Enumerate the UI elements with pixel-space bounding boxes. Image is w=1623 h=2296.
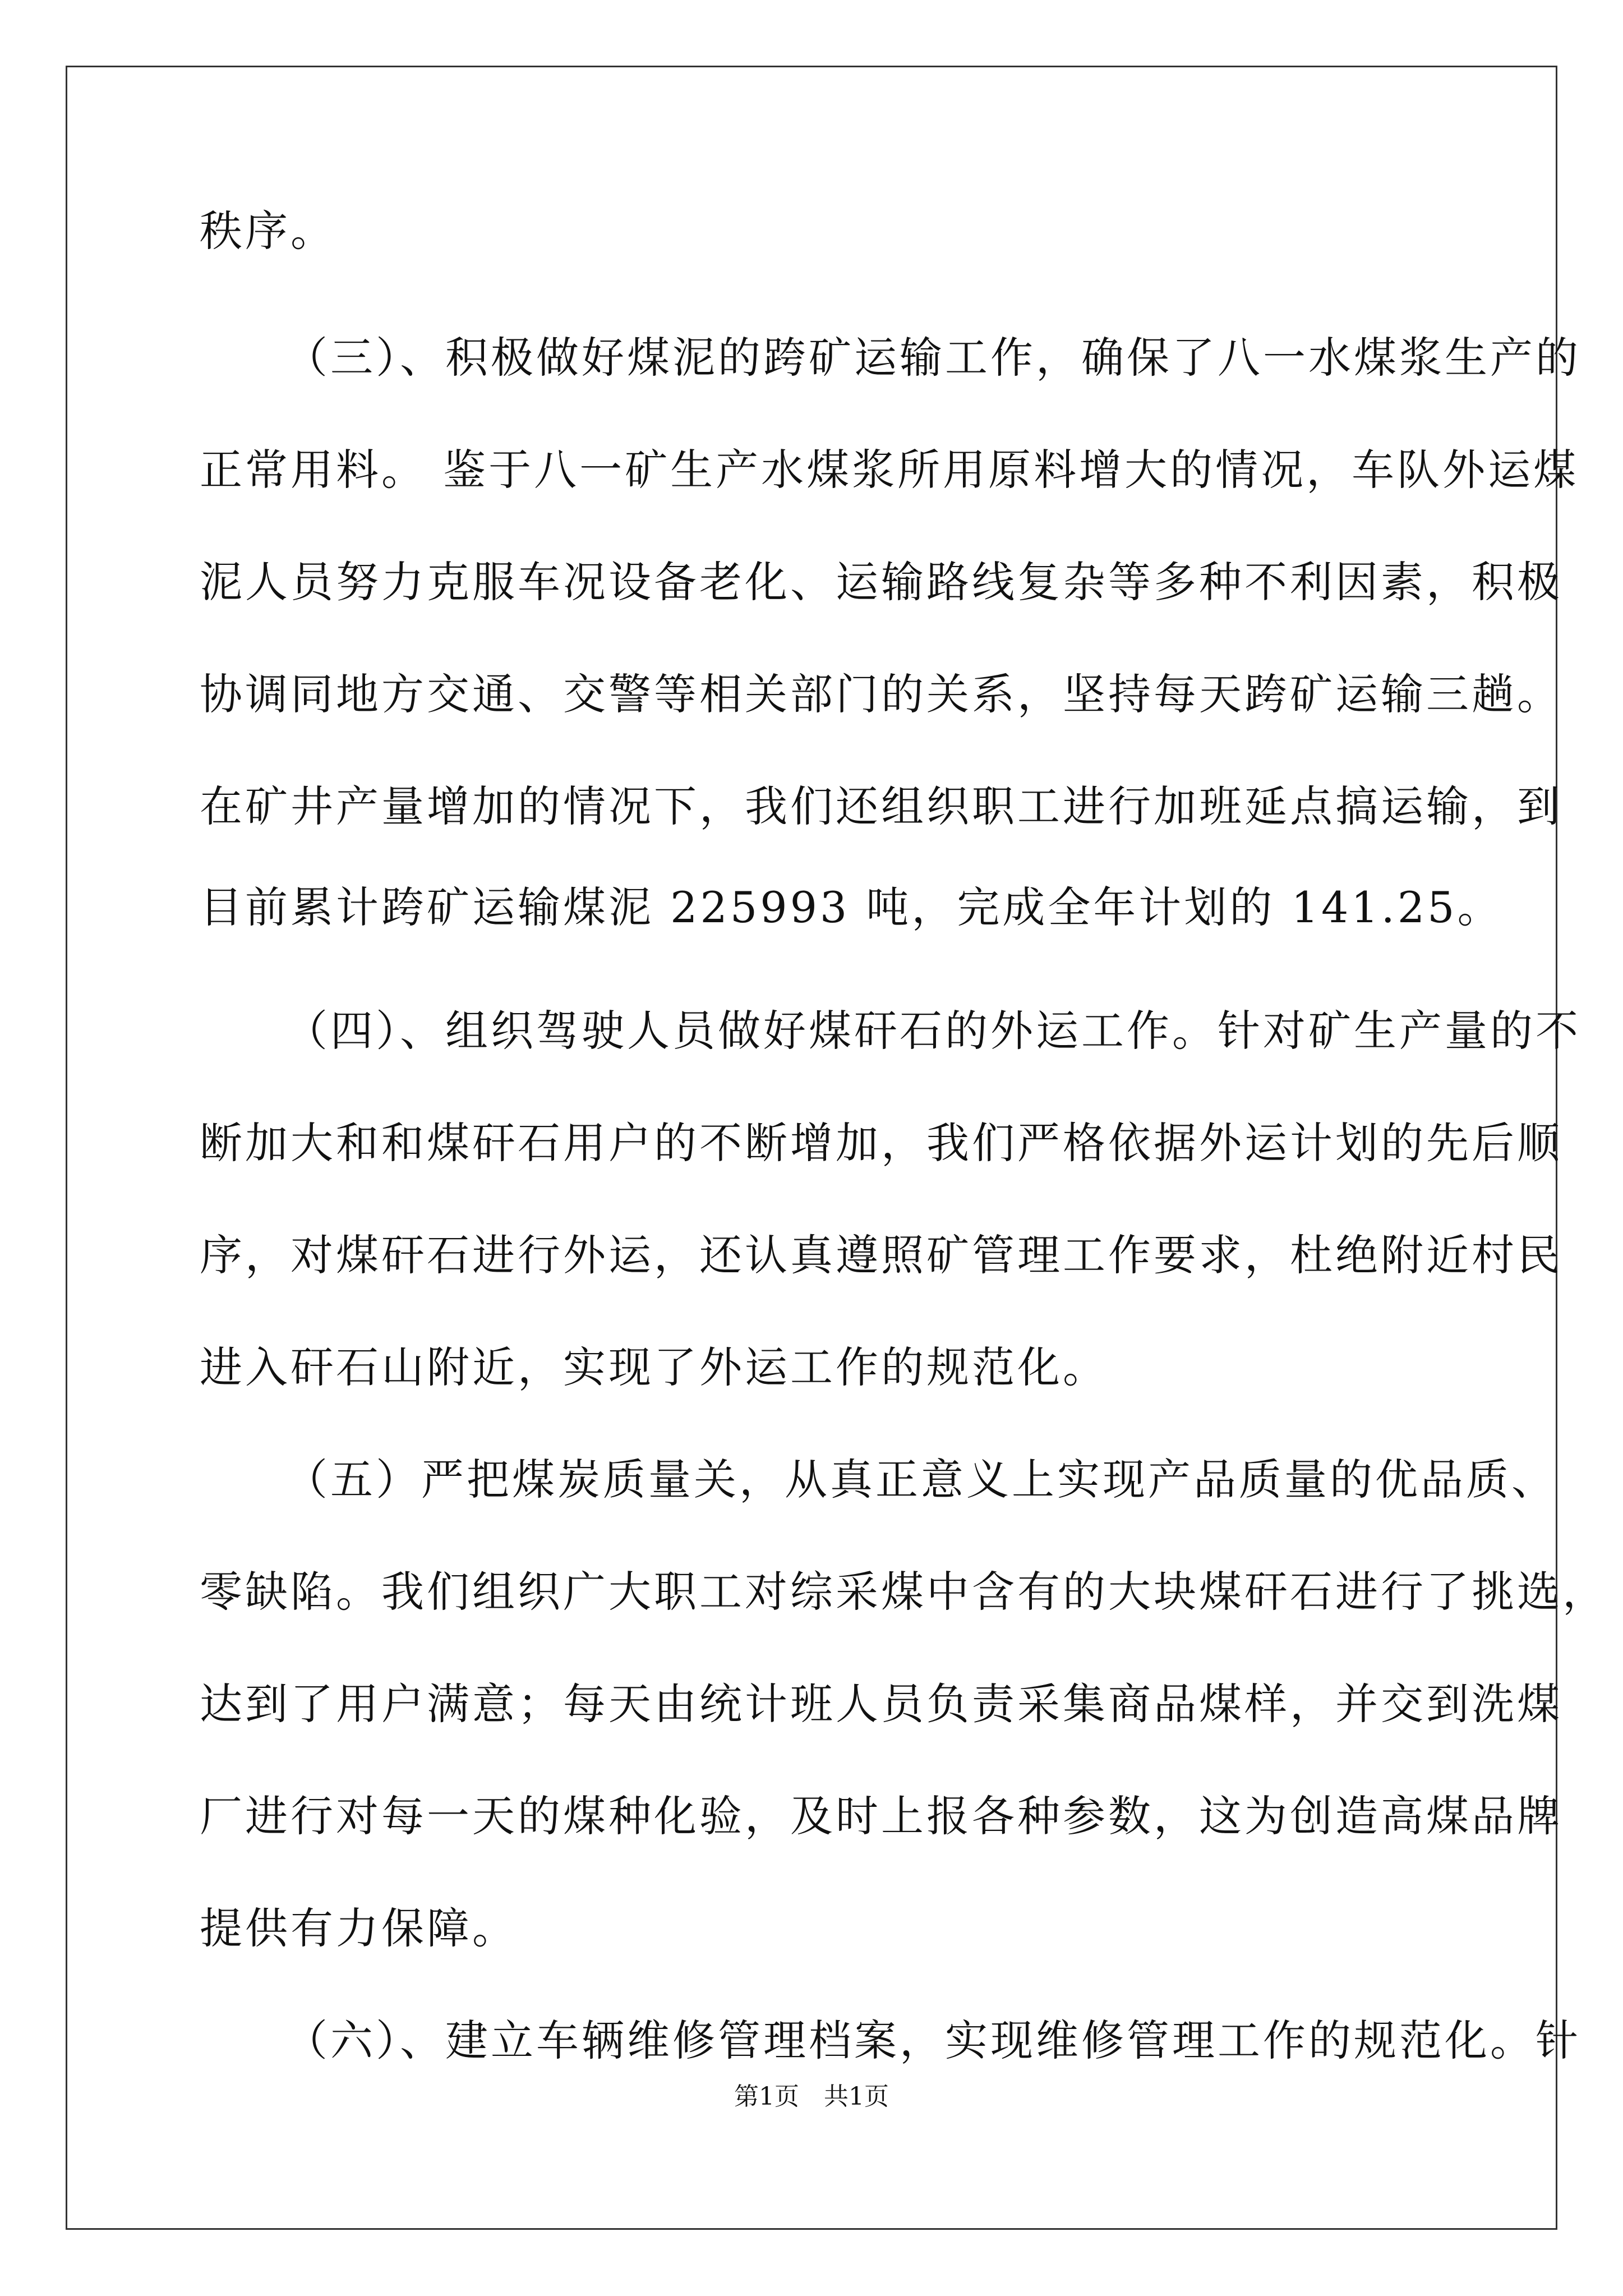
text-line: 协调同地方交通、交警等相关部门的关系，坚持每天跨矿运输三趟。 bbox=[200, 669, 1562, 719]
text-line: （五）严把煤炭质量关，从真正意义上实现产品质量的优品质、 bbox=[285, 1455, 1557, 1504]
page-footer: 第1页 共1页 bbox=[734, 2082, 889, 2111]
text-line: （六）、建立车辆维修管理档案，实现维修管理工作的规范化。针 bbox=[285, 2016, 1581, 2065]
text-line: 零缺陷。我们组织广大职工对综采煤中含有的大块煤矸石进行了挑选， bbox=[200, 1567, 1608, 1617]
text-line: 目前累计跨矿运输煤泥 225993 吨，完成全年计划的 141.25。 bbox=[200, 882, 1503, 932]
text-line: （三）、积极做好煤泥的跨矿运输工作，确保了八一水煤浆生产的 bbox=[285, 333, 1581, 383]
text-line: 达到了用户满意；每天由统计班人员负责采集商品煤样，并交到洗煤 bbox=[200, 1679, 1562, 1729]
text-line: 秩序。 bbox=[200, 206, 336, 256]
text-line: 正常用料。 鉴于八一矿生产水煤浆所用原料增大的情况，车队外运煤 bbox=[200, 445, 1579, 495]
text-line: 厂进行对每一天的煤种化验，及时上报各种参数，这为创造高煤品牌 bbox=[200, 1791, 1562, 1841]
text-line: 断加大和和煤矸石用户的不断增加，我们严格依据外运计划的先后顺 bbox=[200, 1118, 1562, 1168]
text-line: 泥人员努力克服车况设备老化、运输路线复杂等多种不利因素，积极 bbox=[200, 557, 1562, 607]
text-line: 进入矸石山附近，实现了外运工作的规范化。 bbox=[200, 1342, 1108, 1392]
text-line: 序，对煤矸石进行外运，还认真遵照矿管理工作要求，杜绝附近村民 bbox=[200, 1230, 1562, 1280]
text-line: 在矿井产量增加的情况下，我们还组织职工进行加班延点搞运输，到 bbox=[200, 781, 1562, 831]
text-line: （四）、组织驾驶人员做好煤矸石的外运工作。针对矿生产量的不 bbox=[285, 1006, 1581, 1056]
text-line: 提供有力保障。 bbox=[200, 1903, 518, 1953]
